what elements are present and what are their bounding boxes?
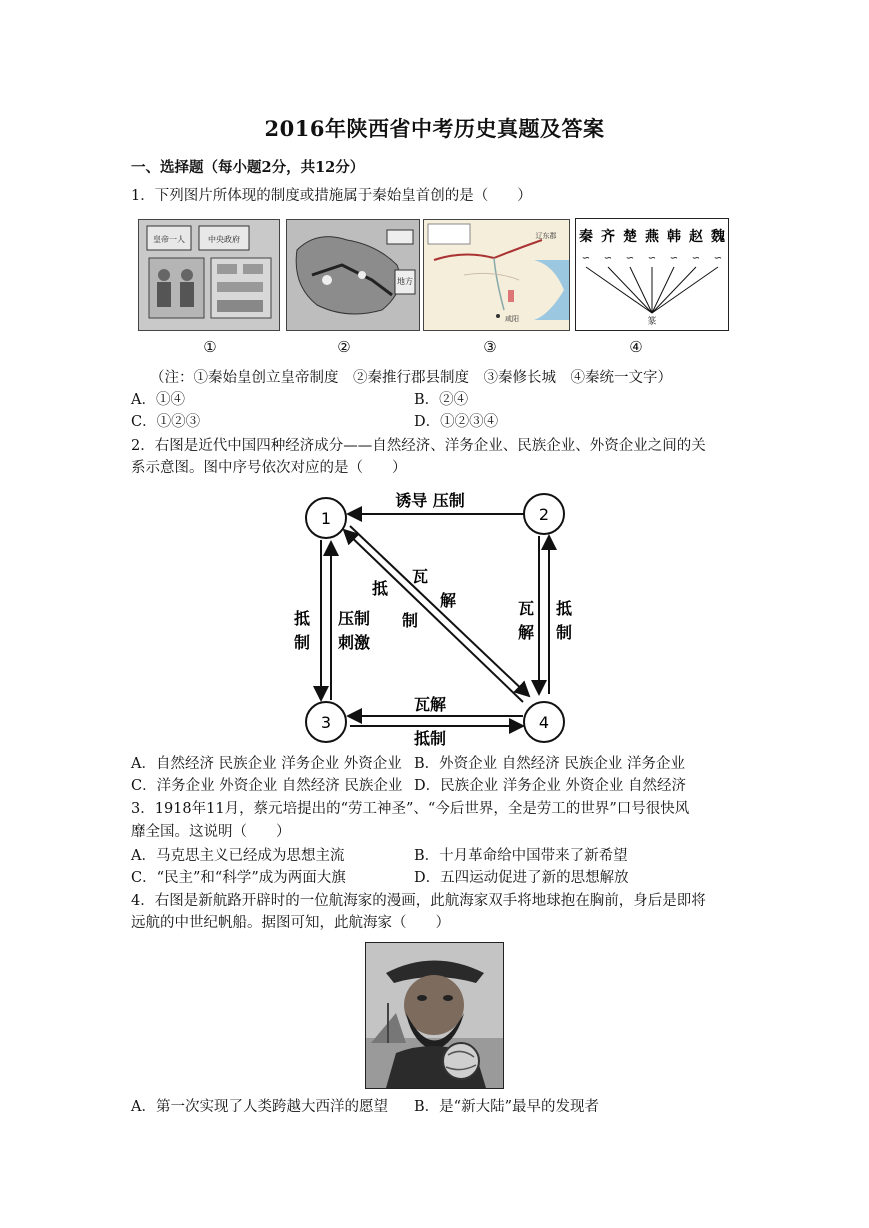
label-left2-b: 刺激 xyxy=(337,633,371,652)
q1-image-great-wall xyxy=(423,219,570,331)
state-glyph-2: ∽ xyxy=(625,253,635,264)
section-heading: 一、选择题（每小题2分，共12分） xyxy=(131,159,365,176)
q3-stem-line2: 靡全国。这说明（ ） xyxy=(131,824,291,840)
economy-relation-diagram xyxy=(280,482,590,752)
q3-option-b: B．十月革命给中国带来了新希望 xyxy=(414,848,628,864)
label-left-b: 制 xyxy=(293,633,311,652)
state-glyph-0: ∽ xyxy=(581,253,591,264)
state-char-0: 秦 xyxy=(579,229,593,245)
label-right-a1: 瓦 xyxy=(517,599,535,618)
label-right-b2: 制 xyxy=(555,623,573,642)
q1-image-unified-script xyxy=(575,218,729,331)
navigator-caricature xyxy=(366,943,503,1088)
state-char-4: 韩 xyxy=(667,229,681,245)
state-char-1: 齐 xyxy=(601,229,615,245)
script-line-6 xyxy=(652,267,718,313)
img1-label-emperor: 皇帝一人 xyxy=(153,235,185,244)
q1-image-number-4: ④ xyxy=(629,338,643,356)
q1-note: （注：①秦始皇创立皇帝制度 ②秦推行郡县制度 ③秦修长城 ④秦统一文字） xyxy=(150,370,672,386)
img2-label-local: 地方 xyxy=(397,277,413,286)
label-diag-b2: 解 xyxy=(439,591,457,610)
label-top: 诱导 压制 xyxy=(395,491,465,510)
label-left-a: 抵 xyxy=(293,609,311,628)
q4-stem-line2: 远航的中世纪帆船。据图可知，此航海家（ ） xyxy=(131,915,450,931)
q4-stem-line1: 4．右图是新航路开辟时的一位航海家的漫画，此航海家双手将地球抱在胸前，身后是即将 xyxy=(131,893,706,909)
img3-label-xianyang: 咸阳 xyxy=(505,315,519,323)
q1-image-county-system xyxy=(286,219,420,331)
state-glyph-3: ∽ xyxy=(647,253,657,264)
emperor-system-illustration xyxy=(139,220,279,330)
q2-option-d: D．民族企业 洋务企业 外资企业 自然经济 xyxy=(414,778,686,794)
county-system-map xyxy=(287,220,419,330)
q3-option-c: C．“民主”和“科学”成为两面大旗 xyxy=(131,870,346,886)
node-4: 4 xyxy=(538,713,550,732)
label-bottom-2: 抵制 xyxy=(413,729,447,748)
q4-option-b: B．是“新大陆”最早的发现者 xyxy=(414,1099,599,1115)
q1-stem: 1．下列图片所体现的制度或措施属于秦始皇首创的是（ ） xyxy=(131,188,532,204)
q1-image-emperor-system xyxy=(138,219,280,331)
q3-option-a: A．马克思主义已经成为思想主流 xyxy=(131,848,345,864)
label-diag-b1: 瓦 xyxy=(411,567,429,586)
q2-stem-line2: 系示意图。图中序号依次对应的是（ ） xyxy=(131,460,407,476)
great-wall-map xyxy=(424,220,569,330)
q1-option-c: C．①②③ xyxy=(131,414,201,430)
state-char-2: 楚 xyxy=(623,229,637,245)
script-line-4 xyxy=(652,267,674,313)
q1-image-number-1: ① xyxy=(203,338,217,356)
script-line-2 xyxy=(630,267,652,313)
q3-option-d: D．五四运动促进了新的思想解放 xyxy=(414,870,629,886)
q2-option-a: A．自然经济 民族企业 洋务企业 外资企业 xyxy=(131,756,402,772)
state-char-5: 赵 xyxy=(689,229,703,245)
q2-stem-line1: 2．右图是近代中国四种经济成分——自然经济、洋务企业、民族企业、外资企业之间的关 xyxy=(131,438,706,454)
script-line-0 xyxy=(586,267,652,313)
node-1: 1 xyxy=(320,509,332,528)
label-right-a2: 解 xyxy=(517,623,535,642)
q3-stem-line1: 3．1918年11月，蔡元培提出的“劳工神圣”、“今后世界，全是劳工的世界”口号很快风 xyxy=(131,801,690,817)
q2-option-b: B．外资企业 自然经济 民族企业 洋务企业 xyxy=(414,756,685,772)
q1-image-number-2: ② xyxy=(337,338,351,356)
state-char-3: 燕 xyxy=(645,229,659,245)
node-3: 3 xyxy=(320,713,332,732)
q4-option-a: A．第一次实现了人类跨越大西洋的愿望 xyxy=(131,1099,388,1115)
q2-option-c: C．洋务企业 外资企业 自然经济 民族企业 xyxy=(131,778,403,794)
label-left2-a: 压制 xyxy=(337,609,371,628)
document-title: 2016年陕西省中考历史真题及答案 xyxy=(264,116,605,141)
state-char-6: 魏 xyxy=(711,229,725,245)
img3-label-liaodong: 辽东郡 xyxy=(535,232,557,240)
q4-image-navigator xyxy=(365,942,504,1089)
state-glyph-6: ∽ xyxy=(713,253,723,264)
state-glyph-4: ∽ xyxy=(669,253,679,264)
label-diag-a1: 抵 xyxy=(371,579,389,598)
q1-image-number-3: ③ xyxy=(483,338,497,356)
label-diag-a2: 制 xyxy=(401,611,419,630)
unified-script-diagram xyxy=(576,219,728,330)
q1-option-a: A．①④ xyxy=(131,392,185,408)
node-2: 2 xyxy=(538,505,550,524)
label-right-b1: 抵 xyxy=(555,599,573,618)
state-glyph-1: ∽ xyxy=(603,253,613,264)
label-bottom-1: 瓦解 xyxy=(413,695,447,714)
state-glyph-5: ∽ xyxy=(691,253,701,264)
script-line-1 xyxy=(608,267,652,313)
img1-label-central: 中央政府 xyxy=(208,235,240,244)
q1-option-d: D．①②③④ xyxy=(414,414,499,430)
script-line-5 xyxy=(652,267,696,313)
unified-char: 篆 xyxy=(647,317,657,327)
q1-option-b: B．②④ xyxy=(414,392,469,408)
